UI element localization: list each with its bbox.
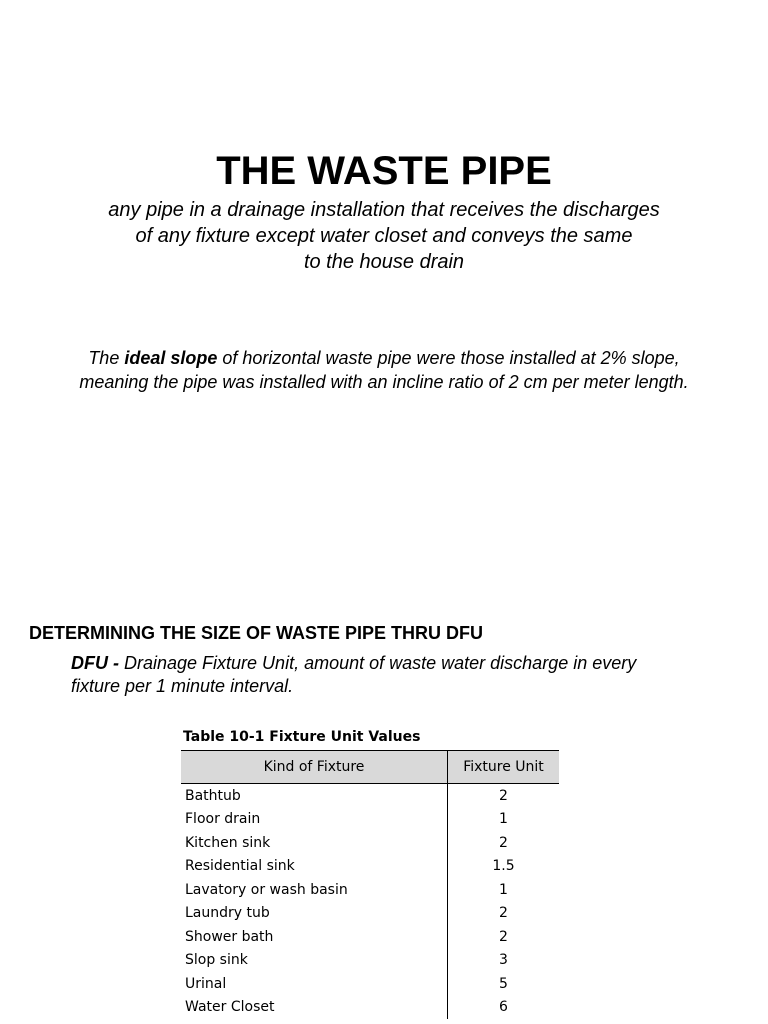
table-caption: Table 10-1 Fixture Unit Values	[183, 729, 421, 745]
fixture-kind: Lavatory or wash basin	[181, 878, 448, 902]
fixture-unit-table	[181, 750, 559, 1019]
table-row	[181, 831, 559, 855]
slope-line-1	[0, 346, 768, 370]
fixture-kind: Shower bath	[181, 925, 448, 949]
slope-line-2: meaning the pipe was installed with an incline ratio of 2 cm per meter length.	[79, 372, 689, 392]
definition-line: any pipe in a drainage installation that receives the discharges	[108, 199, 660, 221]
ideal-slope-paragraph	[0, 346, 768, 394]
table-row	[181, 925, 559, 949]
table-header-row	[181, 751, 559, 784]
table-row	[181, 808, 559, 832]
dfu-term: DFU -	[71, 653, 119, 673]
table-row	[181, 902, 559, 926]
fixture-unit: 2	[499, 787, 508, 804]
dfu-definition	[71, 652, 711, 698]
table-row	[181, 996, 559, 1020]
dfu-line-1-rest: Drainage Fixture Unit, amount of waste water discharge in every	[119, 653, 637, 673]
fixture-kind: Water Closet	[181, 996, 448, 1020]
slope-line-1-rest: of horizontal waste pipe were those installed at 2% slope,	[217, 348, 680, 368]
fixture-unit: 2	[499, 928, 508, 945]
definition-line: of any fixture except water closet and conveys the same	[135, 225, 633, 247]
fixture-kind: Floor drain	[181, 808, 448, 832]
fixture-kind: Bathtub	[181, 784, 448, 808]
slope-prefix: The	[88, 348, 125, 368]
fixture-kind: Kitchen sink	[181, 831, 448, 855]
table-row	[181, 972, 559, 996]
table-row	[181, 878, 559, 902]
slope-term: ideal slope	[124, 348, 218, 368]
definition-line: to the house drain	[303, 251, 465, 273]
fixture-unit: 1.5	[492, 858, 515, 875]
column-header-unit: Fixture Unit	[448, 751, 560, 784]
fixture-kind: Laundry tub	[181, 902, 448, 926]
dfu-line-1	[71, 652, 711, 675]
dfu-line-2: fixture per 1 minute interval.	[71, 676, 294, 696]
fixture-kind: Residential sink	[181, 855, 448, 879]
fixture-unit: 5	[499, 975, 508, 992]
waste-pipe-definition	[0, 197, 768, 275]
fixture-unit: 2	[499, 905, 508, 922]
fixture-kind: Urinal	[181, 972, 448, 996]
table-row	[181, 784, 559, 808]
fixture-unit: 1	[499, 811, 508, 828]
fixture-unit: 2	[499, 834, 508, 851]
column-header-kind: Kind of Fixture	[181, 751, 448, 784]
table-row	[181, 949, 559, 973]
fixture-unit: 6	[499, 999, 508, 1016]
fixture-unit: 3	[499, 952, 508, 969]
fixture-kind: Slop sink	[181, 949, 448, 973]
section-heading: DETERMINING THE SIZE OF WASTE PIPE THRU DFU	[29, 623, 484, 643]
fixture-unit: 1	[499, 881, 508, 898]
table-row	[181, 855, 559, 879]
page-title: THE WASTE PIPE	[216, 149, 552, 193]
